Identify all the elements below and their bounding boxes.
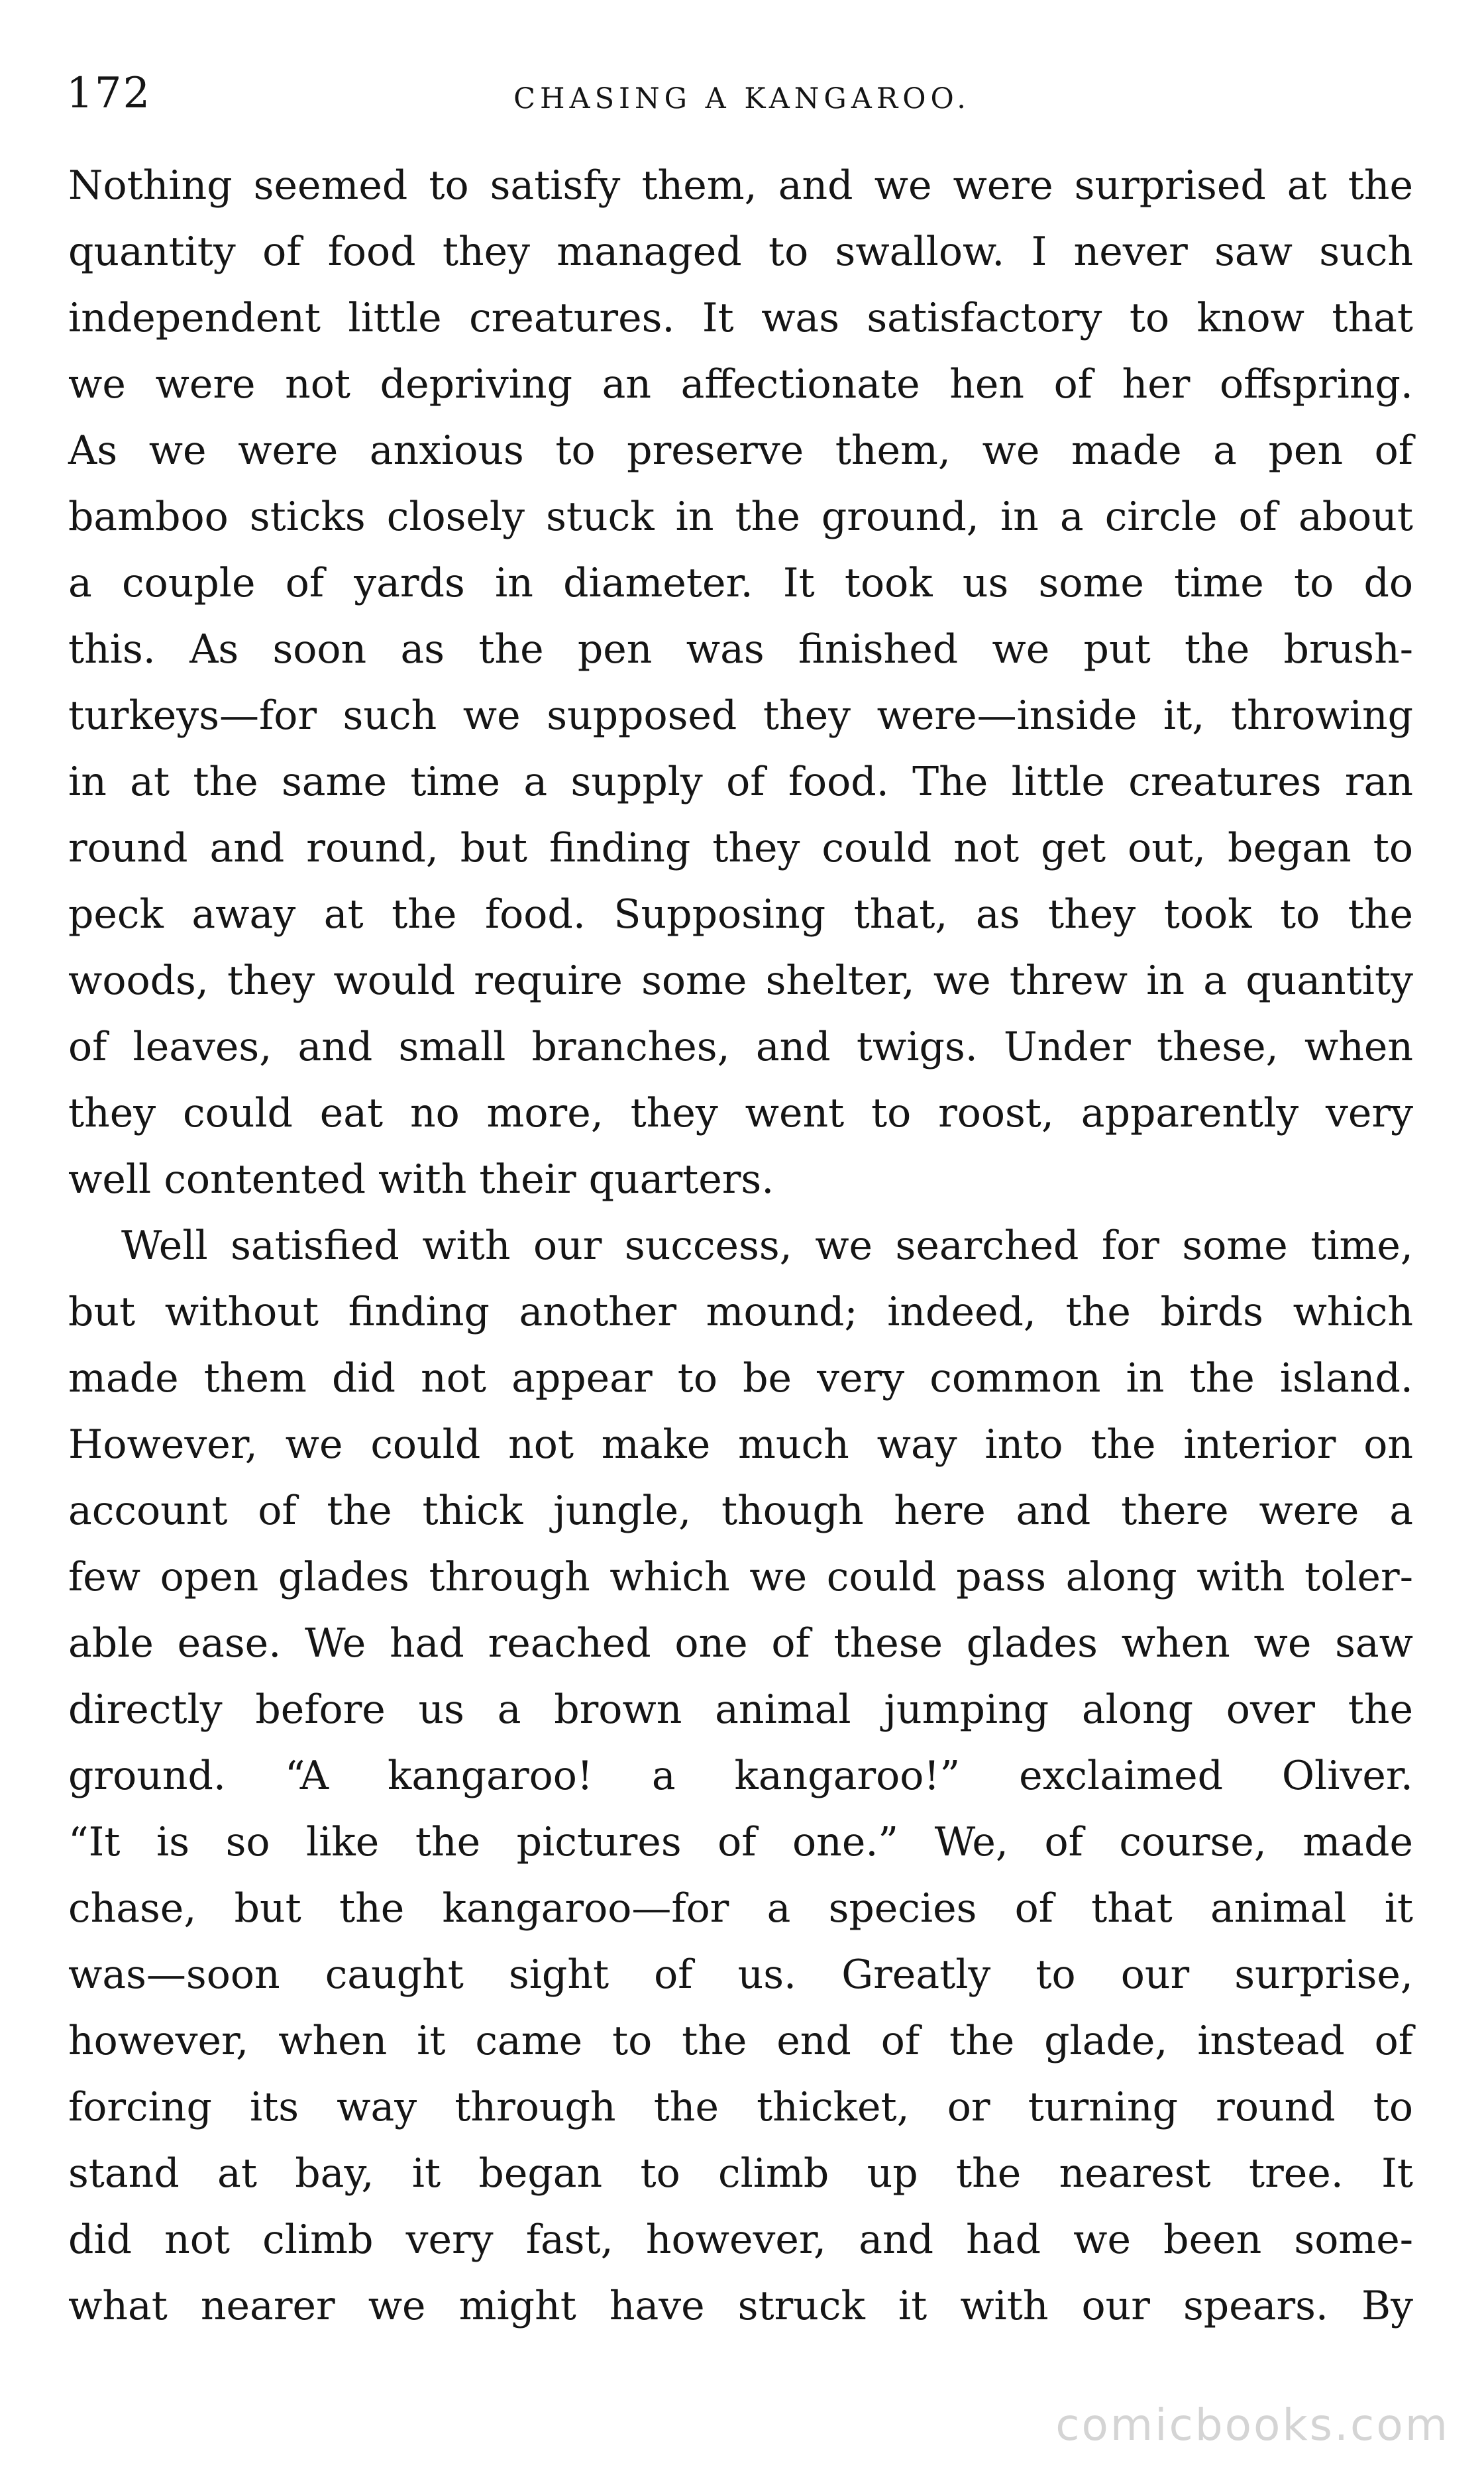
text-line: however, when it came to the end of the glade, instead of [68,2018,1413,2064]
text-line: forcing its way through the thicket, or turning round to [68,2084,1413,2130]
text-line: directly before us a brown animal jumping along over the [68,1686,1413,1733]
text-line: made them did not appear to be very common in the island. [68,1355,1413,1401]
text-line: a couple of yards in diameter. It took us some time to do [68,560,1413,606]
text-line: able ease. We had reached one of these glades when we saw [68,1620,1413,1667]
text-line: turkeys—for such we supposed they were—inside it, throwing [68,692,1413,739]
text-line: ground. “A kangaroo! a kangaroo!” exclaimed Oliver. [68,1753,1413,1799]
text-line: independent little creatures. It was satisfactory to know that [68,295,1413,341]
text-line: Nothing seemed to satisfy them, and we were surprised at the [68,162,1413,209]
text-line: As we were anxious to preserve them, we made a pen of [68,427,1413,474]
text-line: “It is so like the pictures of one.” We, of course, made [68,1819,1413,1865]
text-line: round and round, but finding they could not get out, began to [68,825,1413,871]
text-line: bamboo sticks closely stuck in the ground, in a circle of about [68,494,1413,540]
text-line: but without finding another mound; indeed, the birds which [68,1289,1413,1335]
text-line: chase, but the kangaroo—for a species of that animal it [68,1885,1413,1932]
text-line: peck away at the food. Supposing that, as they took to the [68,891,1413,938]
body-text [68,152,1413,2339]
text-line: Well satisfied with our success, we searched for some time, [121,1223,1413,1269]
text-line: of leaves, and small branches, and twigs. Under these, when [68,1024,1413,1070]
text-line: was—soon caught sight of us. Greatly to our surprise, [68,1951,1413,1998]
text-line: we were not depriving an affectionate hen of her offspring. [68,361,1413,408]
text-line: they could eat no more, they went to roost, apparently very [68,1090,1413,1136]
page-header [66,64,1418,123]
text-line: stand at bay, it began to climb up the nearest tree. It [68,2150,1413,2197]
running-head: CHASING A KANGAROO. [513,82,971,115]
text-line: well contented with their quarters. [68,1156,774,1203]
text-line: However, we could not make much way into the interior on [68,1421,1413,1468]
text-line: this. As soon as the pen was finished we put the brush- [68,626,1413,673]
text-line: account of the thick jungle, though here and there were a [68,1488,1413,1534]
text-line: did not climb very fast, however, and had we been some- [68,2217,1413,2263]
page-number: 172 [66,69,152,118]
text-line: quantity of food they managed to swallow. I never saw such [68,229,1413,275]
watermark: comicbooks.com [1055,2399,1450,2450]
text-line: woods, they would require some shelter, we threw in a quantity [68,958,1413,1004]
text-line: what nearer we might have struck it with our spears. By [68,2283,1413,2329]
text-line: few open glades through which we could pass along with toler- [68,1554,1413,1600]
text-line: in at the same time a supply of food. The little creatures ran [68,759,1413,805]
